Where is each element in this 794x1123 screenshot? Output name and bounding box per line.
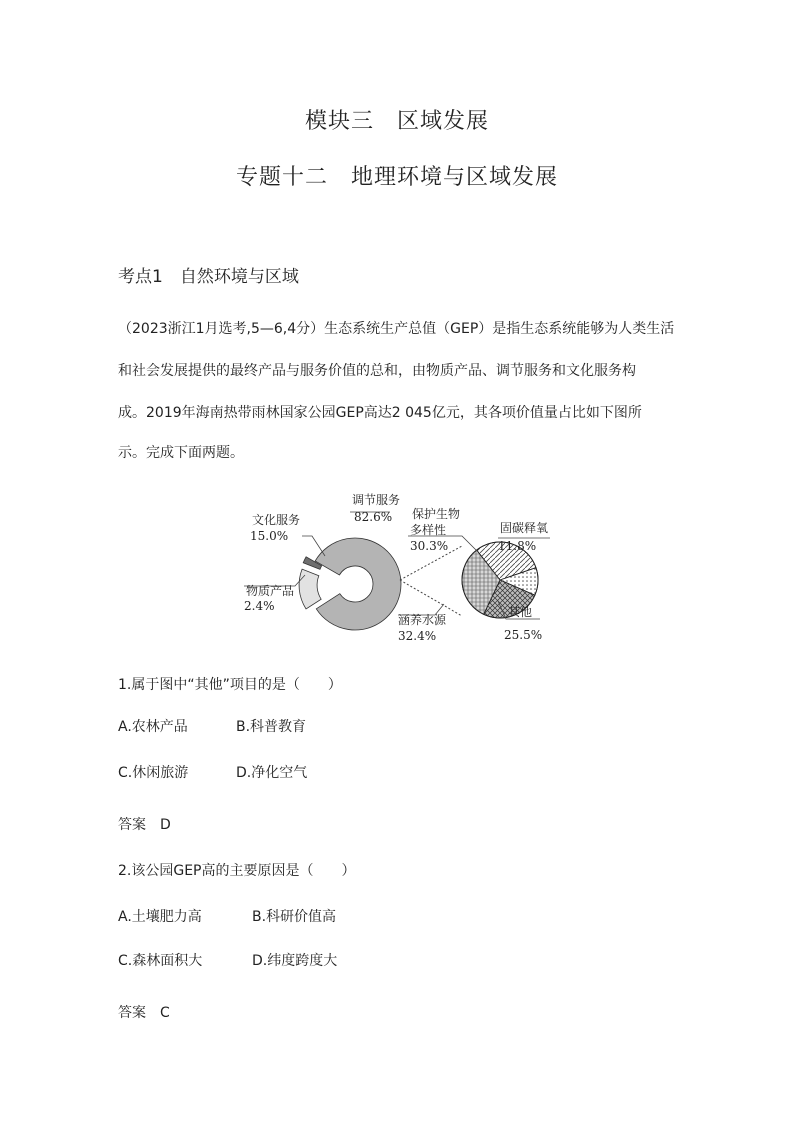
intro-line-1: （2023浙江1月选考,5—6,4分）生态系统生产总值（GEP）是指生态系统能够为人类生活: [118, 321, 675, 337]
label-material: 物质产品: [246, 584, 295, 598]
value-material: 2.4%: [244, 599, 275, 613]
question-2-option-b: B.科研价值高: [252, 909, 337, 925]
value-water: 32.4%: [398, 629, 437, 643]
value-culture: 15.0%: [250, 529, 289, 543]
value-regulation: 82.6%: [354, 510, 393, 524]
connector-line-bottom: [400, 580, 462, 616]
question-2-option-c: C.森林面积大: [118, 953, 203, 969]
intro-line-3: 成。2019年海南热带雨林国家公园GEP高达2 045亿元，其各项价值量占比如下图所: [118, 405, 642, 421]
question-2-option-d: D.纬度跨度大: [252, 953, 338, 969]
question-1-option-c: C.休闲旅游: [118, 765, 189, 781]
label-carbon: 固碳释氧: [500, 521, 549, 535]
question-1-option-a: A.农林产品: [118, 719, 188, 735]
question-2-answer: [118, 1002, 170, 1022]
donut-chart: [299, 538, 401, 630]
donut-slice-0: [315, 538, 401, 630]
answer-value: D: [160, 817, 171, 833]
topic-title: 专题十二 地理环境与区域发展: [235, 165, 558, 190]
gep-figure: [230, 488, 570, 648]
section-title: 考点1 自然环境与区域: [118, 267, 299, 287]
label-biodiversity-line2: 多样性: [410, 523, 447, 537]
intro-line-2: 和社会发展提供的最终产品与服务价值的总和，由物质产品、调节服务和文化服务构: [118, 363, 636, 379]
label-water: 涵养水源: [398, 613, 447, 627]
donut-slice-1: [299, 569, 321, 609]
label-other: 其他: [508, 605, 533, 619]
label-culture: 文化服务: [252, 513, 301, 527]
intro-line-4: 示。完成下面两题。: [118, 445, 244, 461]
value-biodiversity: 30.3%: [410, 539, 449, 553]
value-other: 25.5%: [504, 628, 543, 642]
answer-label: 答案: [118, 817, 146, 833]
answer-label: 答案: [118, 1005, 146, 1021]
question-1-stem: 1.属于图中“其他”项目的是（ ）: [118, 677, 342, 693]
question-1-answer: [118, 814, 171, 834]
label-biodiversity-line1: 保护生物: [412, 507, 461, 521]
question-2-stem: 2.该公园GEP高的主要原因是（ ）: [118, 863, 356, 879]
value-carbon: 11.8%: [498, 539, 537, 553]
question-1-option-b: B.科普教育: [236, 719, 307, 735]
label-regulation: 调节服务: [352, 493, 401, 507]
question-2-option-a: A.土壤肥力高: [118, 909, 202, 925]
module-title: 模块三 区域发展: [304, 109, 489, 134]
answer-value: C: [160, 1005, 170, 1021]
question-1-option-d: D.净化空气: [236, 765, 308, 781]
